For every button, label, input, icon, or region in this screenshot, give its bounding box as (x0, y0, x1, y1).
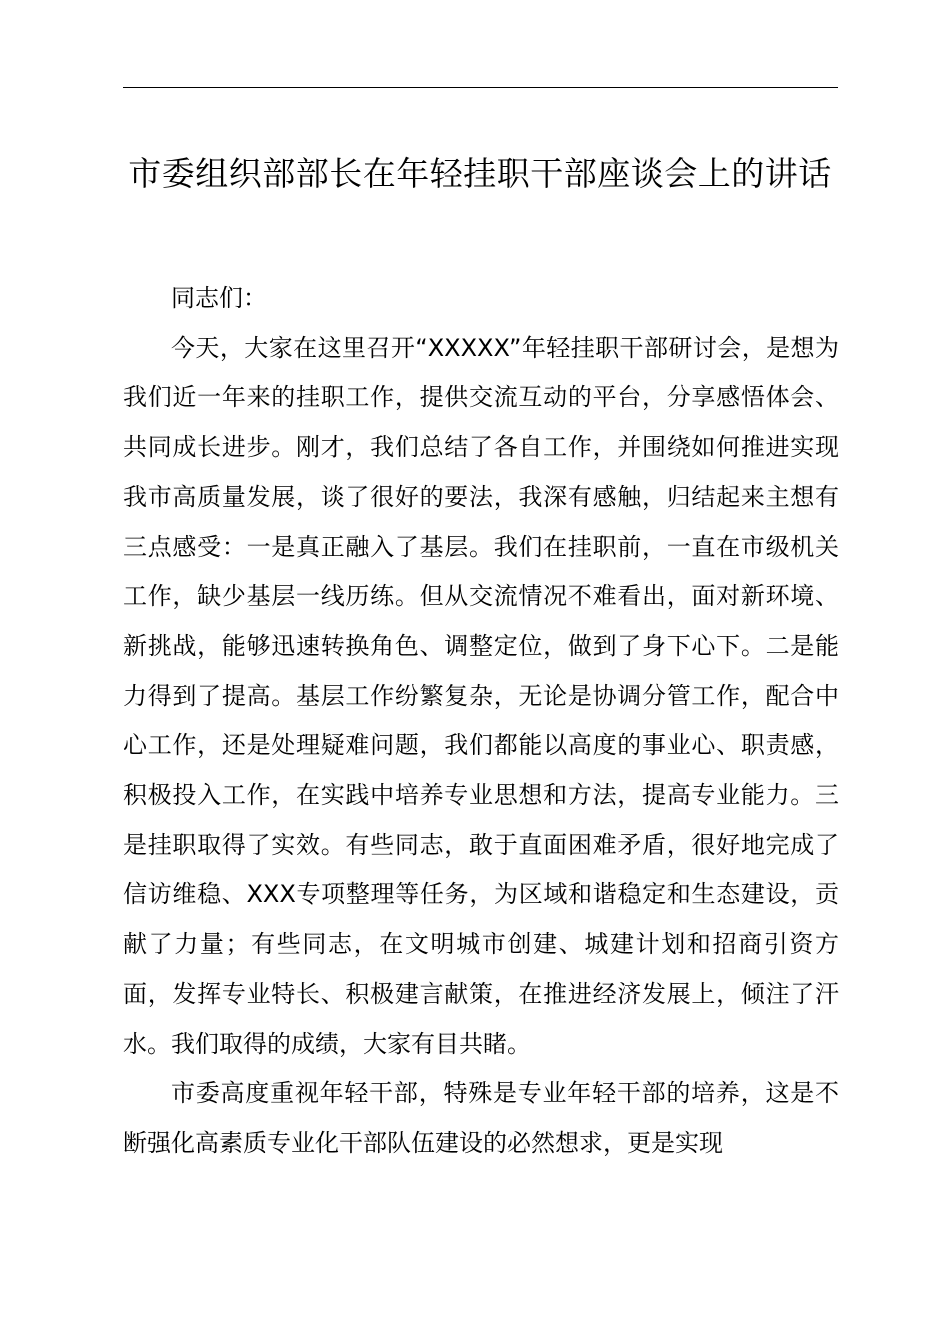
paragraph-1: 今天，大家在这里召开“XXXXX”年轻挂职干部研讨会，是想为我们近一年来的挂职工作，提供交流互动的平台，分享感悟体会、共同成长进步。刚才，我们总结了各自工作，并围绕如何推进实现我市高质量发展，谈了很好的要法，我深有感触，归结起来主想有三点感受：一是真正融入了基层。我们在挂职前，一直在市级机关工作，缺少基层一线历练。但从交流情况不难看出，面对新环境、新挑战，能够迅速转换角色、调整定位，做到了身下心下。二是能力得到了提高。基层工作纷繁复杂，无论是协调分管工作，配合中心工作，还是处理疑难问题，我们都能以高度的事业心、职责感，积极投入工作，在实践中培养专业思想和方法，提高专业能力。三是挂职取得了实效。有些同志，敢于直面困难矛盾，很好地完成了信访维稳、XXX专项整理等任务，为区域和谐稳定和生态建设，贡献了力量；有些同志，在文明城市创建、城建计划和招商引资方面，发挥专业特长、积极建言献策，在推进经济发展上，倾注了汗水。我们取得的成绩，大家有目共睹。 (123, 333, 839, 1058)
header-rule (123, 87, 838, 88)
paragraph-2: 市委高度重视年轻干部，特殊是专业年轻干部的培养，这是不断强化高素质专业化干部队伍建设的必然想求，更是实现 (123, 1079, 839, 1157)
document-title: 市委组织部部长在年轻挂职干部座谈会上的讲话 (128, 154, 832, 193)
document-body (123, 274, 839, 1169)
salutation: 同志们： (171, 284, 267, 312)
